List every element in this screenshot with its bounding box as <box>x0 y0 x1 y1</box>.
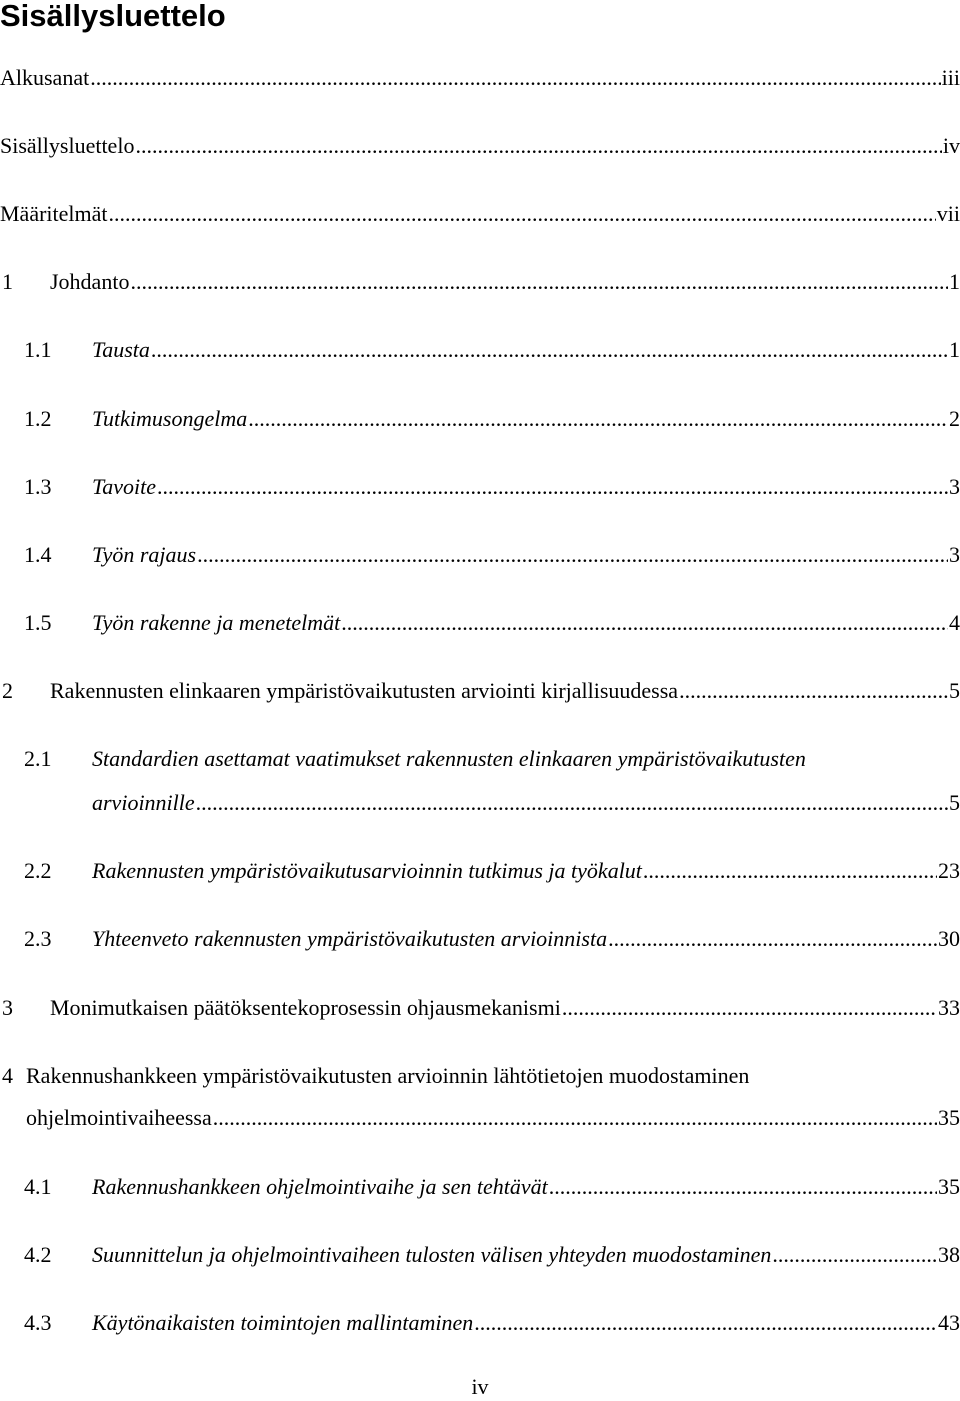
toc-entry-page: 2 <box>949 406 960 431</box>
dot-leader <box>643 857 937 885</box>
toc-entry-number: 2.2 <box>24 858 52 883</box>
toc-entry-text: Käytönaikaisten toimintojen mallintaminen <box>92 1310 474 1335</box>
dot-leader <box>562 994 937 1022</box>
toc-entry-text: Alkusanat <box>0 65 90 90</box>
toc-entry-number: 4 <box>2 1063 13 1088</box>
dot-leader <box>157 473 948 501</box>
toc-entry-number: 4.2 <box>24 1242 52 1267</box>
toc-entry-text: ohjelmointivaiheessa <box>26 1105 212 1130</box>
toc-entry-page: 35 <box>938 1174 960 1199</box>
toc-entry-page: 5 <box>949 790 960 815</box>
dot-leader <box>151 336 948 364</box>
toc-entry-page: 5 <box>949 678 960 703</box>
toc-entry-number: 1 <box>2 269 13 294</box>
toc-entry-text: Työn rajaus <box>92 542 197 567</box>
toc-entry-text: Tutkimusongelma <box>92 406 248 431</box>
toc-entry-page: iv <box>942 133 960 158</box>
toc-entry-text: arvioinnille <box>92 790 195 815</box>
toc-entry-page: 23 <box>938 858 960 883</box>
toc-entry-number: 3 <box>2 995 13 1020</box>
toc-entry-text: Työn rakenne ja menetelmät <box>92 610 341 635</box>
toc-entry-text: Tavoite <box>92 474 156 499</box>
toc-entry-page: 3 <box>949 542 960 567</box>
toc-entry-page: 38 <box>938 1242 960 1267</box>
toc-entry-page: 35 <box>938 1105 960 1130</box>
toc-entry-number: 1.2 <box>24 406 52 431</box>
toc-entry-text: Sisällysluettelo <box>0 133 135 158</box>
toc-entry-text: Rakennusten elinkaaren ympäristövaikutusten arviointi kirjallisuudessa <box>50 678 679 703</box>
toc-entry-page: 3 <box>949 474 960 499</box>
dot-leader <box>109 200 936 228</box>
page-title: Sisällysluettelo <box>0 0 226 33</box>
toc-entry-page: iii <box>941 65 960 90</box>
toc-entry-number: 4.3 <box>24 1310 52 1335</box>
toc-entry-page: 43 <box>938 1310 960 1335</box>
dot-leader <box>608 925 937 953</box>
toc-entry-number: 1.3 <box>24 474 52 499</box>
toc-entry-text: Rakennushankkeen ohjelmointivaihe ja sen tehtävät <box>92 1174 548 1199</box>
toc-entry-page: 30 <box>938 926 960 951</box>
toc-entry-number: 1.4 <box>24 542 52 567</box>
toc-entry-text-line1: Standardien asettamat vaatimukset rakennusten elinkaaren ympäristövaikutusten <box>92 746 806 771</box>
toc-entry-text-line1: Rakennushankkeen ympäristövaikutusten arvioinnin lähtötietojen muodostaminen <box>26 1063 750 1088</box>
dot-leader <box>130 268 948 296</box>
toc-entry-text: Rakennusten ympäristövaikutusarvioinnin tutkimus ja työkalut <box>92 858 642 883</box>
toc-entry-page: 1 <box>949 337 960 362</box>
dot-leader <box>549 1173 937 1201</box>
dot-leader <box>772 1241 937 1269</box>
toc-entry-text: Monimutkaisen päätöksentekoprosessin ohjausmekanismi <box>50 995 561 1020</box>
toc-entry-number: 1.5 <box>24 610 52 635</box>
toc-entry-page: 4 <box>949 610 960 635</box>
dot-leader <box>135 132 941 160</box>
toc-entry-page: 1 <box>949 269 960 294</box>
page-number-footer: iv <box>471 1374 489 1399</box>
dot-leader <box>474 1309 937 1337</box>
toc-entry-number: 2 <box>2 678 13 703</box>
dot-leader <box>213 1104 937 1132</box>
toc-entry-text: Määritelmät <box>0 201 108 226</box>
dot-leader <box>341 609 948 637</box>
dot-leader <box>196 789 948 817</box>
toc-entry-number: 2.1 <box>24 746 52 771</box>
toc-entry-page: 33 <box>938 995 960 1020</box>
toc-entry-text: Yhteenveto rakennusten ympäristövaikutusten arvioinnista <box>92 926 608 951</box>
toc-entry-text: Tausta <box>92 337 150 362</box>
toc-entry-text: Suunnittelun ja ohjelmointivaiheen tulosten välisen yhteyden muodostaminen <box>92 1242 772 1267</box>
dot-leader <box>197 541 948 569</box>
toc-entry-page: vii <box>936 201 960 226</box>
dot-leader <box>679 677 948 705</box>
dot-leader <box>90 64 940 92</box>
toc-entry-number: 4.1 <box>24 1174 52 1199</box>
toc-entry-number: 2.3 <box>24 926 52 951</box>
toc-entry-number: 1.1 <box>24 337 52 362</box>
toc-entry-text: Johdanto <box>50 269 130 294</box>
dot-leader <box>248 405 948 433</box>
